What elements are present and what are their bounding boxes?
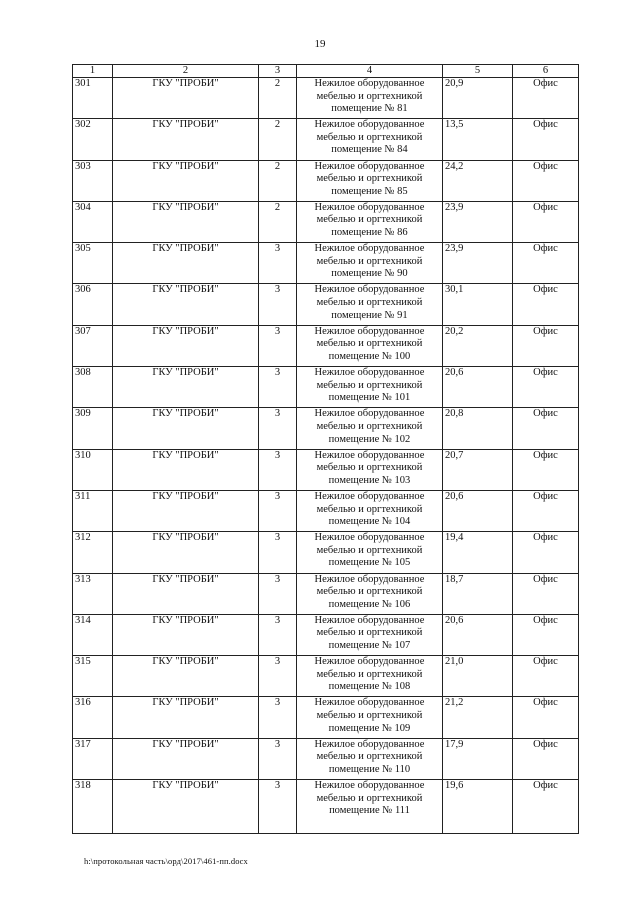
row-number: 317 (73, 738, 113, 779)
usage-type: Офис (513, 408, 579, 449)
floor-number: 3 (259, 532, 297, 573)
table-row (73, 738, 579, 779)
premises-description: Нежилое оборудованное мебелью и оргтехникой помещение № 100 (297, 325, 443, 366)
row-number: 304 (73, 201, 113, 242)
row-number: 302 (73, 119, 113, 160)
premises-description: Нежилое оборудованное мебелью и оргтехникой помещение № 102 (297, 408, 443, 449)
usage-type: Офис (513, 449, 579, 490)
table-row (73, 614, 579, 655)
area-value: 20,6 (443, 367, 513, 408)
floor-number: 3 (259, 697, 297, 738)
premises-description: Нежилое оборудованное мебелью и оргтехникой помещение № 107 (297, 614, 443, 655)
premises-description: Нежилое оборудованное мебелью и оргтехникой помещение № 111 (297, 780, 443, 834)
floor-number: 3 (259, 614, 297, 655)
usage-type: Офис (513, 656, 579, 697)
usage-type: Офис (513, 243, 579, 284)
floor-number: 3 (259, 656, 297, 697)
usage-type: Офис (513, 284, 579, 325)
organization-name: ГКУ "ПРОБИ" (113, 656, 259, 697)
organization-name: ГКУ "ПРОБИ" (113, 201, 259, 242)
table-row (73, 201, 579, 242)
area-value: 21,0 (443, 656, 513, 697)
row-number: 308 (73, 367, 113, 408)
header-col-1: 1 (73, 65, 113, 78)
premises-description: Нежилое оборудованное мебелью и оргтехникой помещение № 91 (297, 284, 443, 325)
premises-description: Нежилое оборудованное мебелью и оргтехникой помещение № 108 (297, 656, 443, 697)
row-number: 307 (73, 325, 113, 366)
floor-number: 3 (259, 490, 297, 531)
usage-type: Офис (513, 78, 579, 119)
row-number: 312 (73, 532, 113, 573)
row-number: 311 (73, 490, 113, 531)
row-number: 316 (73, 697, 113, 738)
organization-name: ГКУ "ПРОБИ" (113, 119, 259, 160)
table-row (73, 408, 579, 449)
floor-number: 3 (259, 573, 297, 614)
organization-name: ГКУ "ПРОБИ" (113, 325, 259, 366)
usage-type: Офис (513, 573, 579, 614)
area-value: 23,9 (443, 201, 513, 242)
organization-name: ГКУ "ПРОБИ" (113, 573, 259, 614)
area-value: 17,9 (443, 738, 513, 779)
floor-number: 3 (259, 738, 297, 779)
area-value: 21,2 (443, 697, 513, 738)
floor-number: 3 (259, 367, 297, 408)
row-number: 309 (73, 408, 113, 449)
usage-type: Офис (513, 738, 579, 779)
premises-description: Нежилое оборудованное мебелью и оргтехникой помещение № 90 (297, 243, 443, 284)
organization-name: ГКУ "ПРОБИ" (113, 284, 259, 325)
premises-description: Нежилое оборудованное мебелью и оргтехникой помещение № 110 (297, 738, 443, 779)
row-number: 306 (73, 284, 113, 325)
organization-name: ГКУ "ПРОБИ" (113, 780, 259, 834)
organization-name: ГКУ "ПРОБИ" (113, 160, 259, 201)
organization-name: ГКУ "ПРОБИ" (113, 449, 259, 490)
table-row (73, 697, 579, 738)
floor-number: 2 (259, 78, 297, 119)
table-row (73, 490, 579, 531)
header-col-5: 5 (443, 65, 513, 78)
table-row (73, 367, 579, 408)
premises-description: Нежилое оборудованное мебелью и оргтехникой помещение № 81 (297, 78, 443, 119)
table-row (73, 449, 579, 490)
usage-type: Офис (513, 697, 579, 738)
row-number: 318 (73, 780, 113, 834)
premises-description: Нежилое оборудованное мебелью и оргтехникой помещение № 104 (297, 490, 443, 531)
row-number: 315 (73, 656, 113, 697)
organization-name: ГКУ "ПРОБИ" (113, 532, 259, 573)
premises-description: Нежилое оборудованное мебелью и оргтехникой помещение № 86 (297, 201, 443, 242)
floor-number: 3 (259, 449, 297, 490)
area-value: 19,4 (443, 532, 513, 573)
area-value: 20,2 (443, 325, 513, 366)
organization-name: ГКУ "ПРОБИ" (113, 697, 259, 738)
row-number: 313 (73, 573, 113, 614)
table-body (73, 78, 579, 834)
footer-file-path: h:\протокольная часть\орд\2017\461-пп.docx (84, 856, 248, 866)
header-row (73, 65, 579, 78)
floor-number: 3 (259, 243, 297, 284)
area-value: 30,1 (443, 284, 513, 325)
organization-name: ГКУ "ПРОБИ" (113, 367, 259, 408)
premises-description: Нежилое оборудованное мебелью и оргтехникой помещение № 101 (297, 367, 443, 408)
floor-number: 3 (259, 780, 297, 834)
usage-type: Офис (513, 119, 579, 160)
premises-description: Нежилое оборудованное мебелью и оргтехникой помещение № 103 (297, 449, 443, 490)
row-number: 305 (73, 243, 113, 284)
usage-type: Офис (513, 780, 579, 834)
table-row (73, 160, 579, 201)
row-number: 301 (73, 78, 113, 119)
premises-description: Нежилое оборудованное мебелью и оргтехникой помещение № 84 (297, 119, 443, 160)
usage-type: Офис (513, 201, 579, 242)
row-number: 310 (73, 449, 113, 490)
premises-description: Нежилое оборудованное мебелью и оргтехникой помещение № 105 (297, 532, 443, 573)
table-row (73, 573, 579, 614)
table-row (73, 532, 579, 573)
floor-number: 3 (259, 408, 297, 449)
premises-description: Нежилое оборудованное мебелью и оргтехникой помещение № 106 (297, 573, 443, 614)
floor-number: 3 (259, 284, 297, 325)
table-row (73, 325, 579, 366)
header-col-4: 4 (297, 65, 443, 78)
header-col-6: 6 (513, 65, 579, 78)
row-number: 314 (73, 614, 113, 655)
usage-type: Офис (513, 160, 579, 201)
premises-description: Нежилое оборудованное мебелью и оргтехникой помещение № 109 (297, 697, 443, 738)
table-row (73, 119, 579, 160)
table-row (73, 284, 579, 325)
organization-name: ГКУ "ПРОБИ" (113, 408, 259, 449)
area-value: 20,6 (443, 614, 513, 655)
usage-type: Офис (513, 325, 579, 366)
floor-number: 2 (259, 201, 297, 242)
usage-type: Офис (513, 532, 579, 573)
premises-table (72, 64, 579, 834)
organization-name: ГКУ "ПРОБИ" (113, 614, 259, 655)
table-row (73, 78, 579, 119)
header-col-2: 2 (113, 65, 259, 78)
area-value: 24,2 (443, 160, 513, 201)
usage-type: Офис (513, 367, 579, 408)
area-value: 23,9 (443, 243, 513, 284)
organization-name: ГКУ "ПРОБИ" (113, 243, 259, 284)
header-col-3: 3 (259, 65, 297, 78)
area-value: 13,5 (443, 119, 513, 160)
premises-description: Нежилое оборудованное мебелью и оргтехникой помещение № 85 (297, 160, 443, 201)
page-number: 19 (314, 38, 326, 50)
floor-number: 3 (259, 325, 297, 366)
floor-number: 2 (259, 160, 297, 201)
area-value: 20,9 (443, 78, 513, 119)
organization-name: ГКУ "ПРОБИ" (113, 738, 259, 779)
area-value: 20,6 (443, 490, 513, 531)
table-row (73, 780, 579, 834)
usage-type: Офис (513, 490, 579, 531)
row-number: 303 (73, 160, 113, 201)
table-row (73, 243, 579, 284)
organization-name: ГКУ "ПРОБИ" (113, 490, 259, 531)
area-value: 18,7 (443, 573, 513, 614)
area-value: 20,8 (443, 408, 513, 449)
organization-name: ГКУ "ПРОБИ" (113, 78, 259, 119)
usage-type: Офис (513, 614, 579, 655)
area-value: 19,6 (443, 780, 513, 834)
area-value: 20,7 (443, 449, 513, 490)
floor-number: 2 (259, 119, 297, 160)
table-row (73, 656, 579, 697)
